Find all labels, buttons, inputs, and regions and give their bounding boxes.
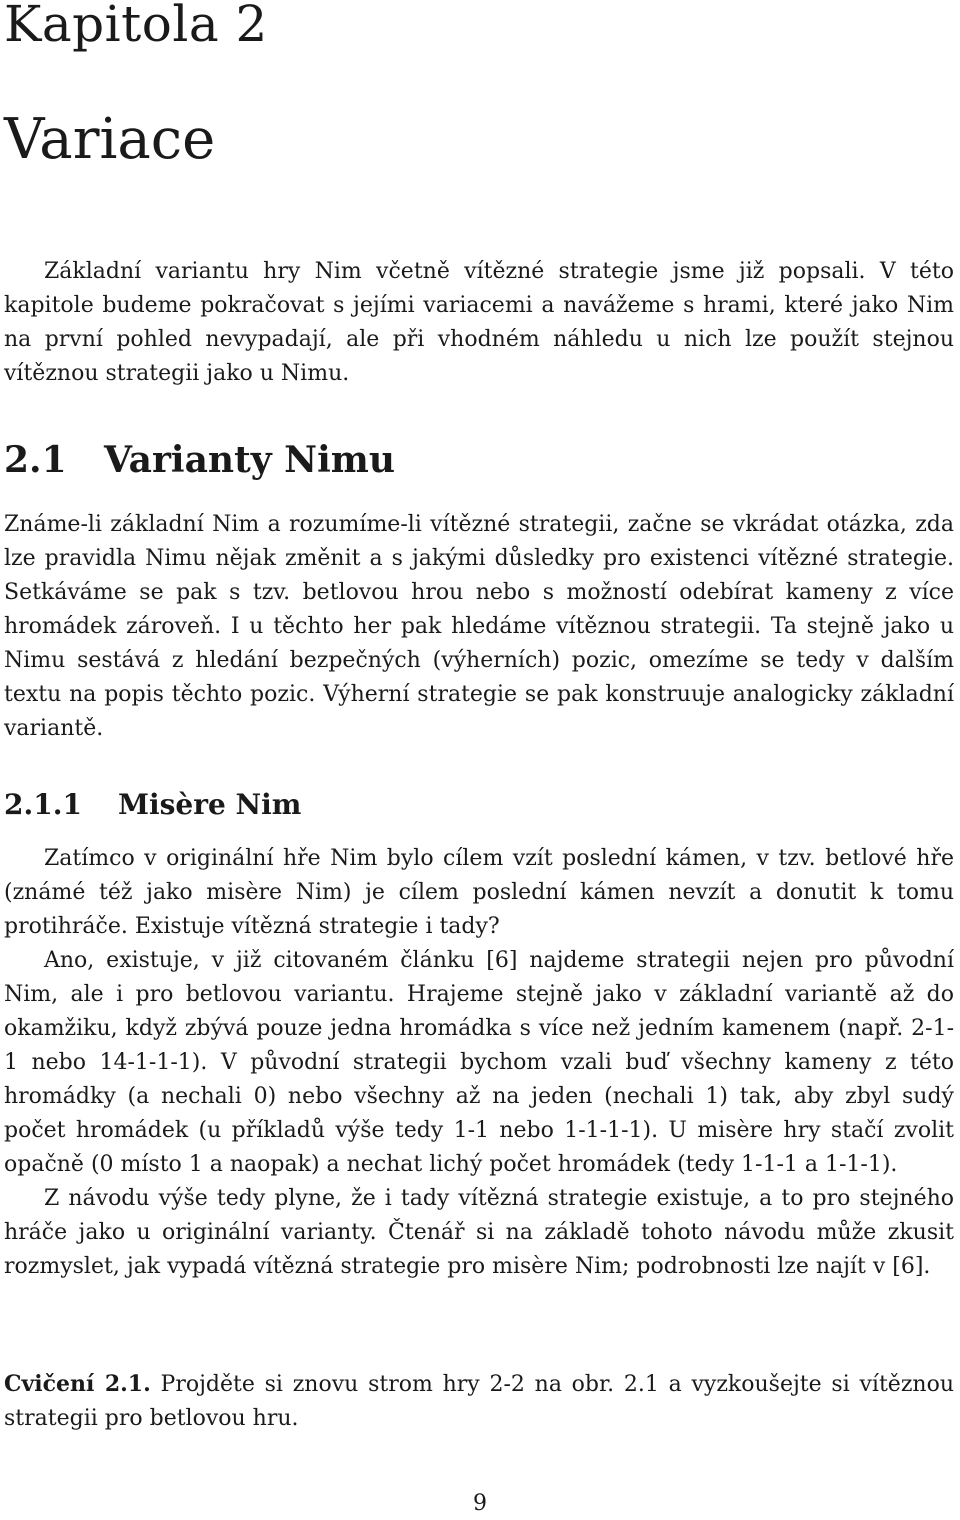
subsection-paragraph-3: Z návodu výše tedy plyne, že i tady vítězná strategie existuje, a to pro stejného hráče jako u originální varianty. Čtenář si na základě tohoto návodu může zkusit rozmyslet, jak vypadá vítězná strategie pro misère Nim; podrobnosti lze najít v [6]. <box>4 1186 954 1279</box>
exercise-block <box>4 1367 954 1436</box>
section-block <box>4 508 954 746</box>
intro-paragraph: Základní variantu hry Nim včetně vítězné strategie jsme již popsali. V této kapitole budeme pokračovat s jejími variacemi a navážeme s hrami, které jako Nim na první pohled nevypadají, ale při vhodném náhledu u nich lze použít stejnou vítěznou strategii jako u Nimu. <box>4 259 954 386</box>
exercise-label: Cvičení 2.1. <box>4 1371 151 1397</box>
section-heading <box>4 436 395 484</box>
chapter-title: Variace <box>4 107 216 172</box>
subsection-heading <box>4 786 301 824</box>
intro-block <box>4 255 954 391</box>
section-paragraph: Známe-li základní Nim a rozumíme-li vítězné strategii, začne se vkrádat otázka, zda lze pravidla Nimu nějak změnit a s jakými důsledky pro existenci vítězné strategie. Setkáváme se pak s tzv. betlovou hrou nebo s možností odebírat kameny z více hromádek zároveň. I u těchto her pak hledáme vítěznou strategii. Ta stejně jako u Nimu sestává z hledání bezpečných (výherních) pozic, omezíme se tedy v dalším textu na popis těchto pozic. Výherní strategie se pak konstruuje analogicky základní variantě. <box>4 512 954 741</box>
subsection-title: Misère Nim <box>118 788 302 821</box>
subsection-paragraph-1: Zatímco v originální hře Nim bylo cílem vzít poslední kámen, v tzv. betlové hře (známé též jako misère Nim) je cílem poslední kámen nevzít a donutit k tomu protihráče. Existuje vítězná strategie i tady? <box>4 846 954 939</box>
chapter-label: Kapitola 2 <box>4 0 268 53</box>
subsection-paragraph-2: Ano, existuje, v již citovaném článku [6] najdeme strategii nejen pro původní Nim, ale i pro betlovou variantu. Hrajeme stejně jako v základní variantě až do okamžiku, když zbývá pouze jedna hromádka s více než jedním kamenem (např. 2-1-1 nebo 14-1-1-1). V původní strategii bychom vzali buď všechny kameny z této hromádky (a nechali 0) nebo všechny až na jeden (nechali 1) tak, aby zbyl sudý počet hromádek (u příkladů výše tedy 1-1 nebo 1-1-1-1). U misère hry stačí zvolit opačně (0 místo 1 a naopak) a nechat lichý počet hromádek (tedy 1-1-1 a 1-1-1). <box>4 948 954 1177</box>
exercise-paragraph <box>4 1367 954 1436</box>
exercise-text: Projděte si znovu strom hry 2-2 na obr. 2.1 a vyzkoušejte si vítěznou strategii pro betlovou hru. <box>4 1372 955 1431</box>
section-title: Varianty Nimu <box>104 439 396 481</box>
section-number: 2.1 <box>4 439 67 481</box>
subsection-number: 2.1.1 <box>4 788 82 821</box>
subsection-block <box>4 842 954 1284</box>
page-number: 9 <box>473 1491 487 1516</box>
